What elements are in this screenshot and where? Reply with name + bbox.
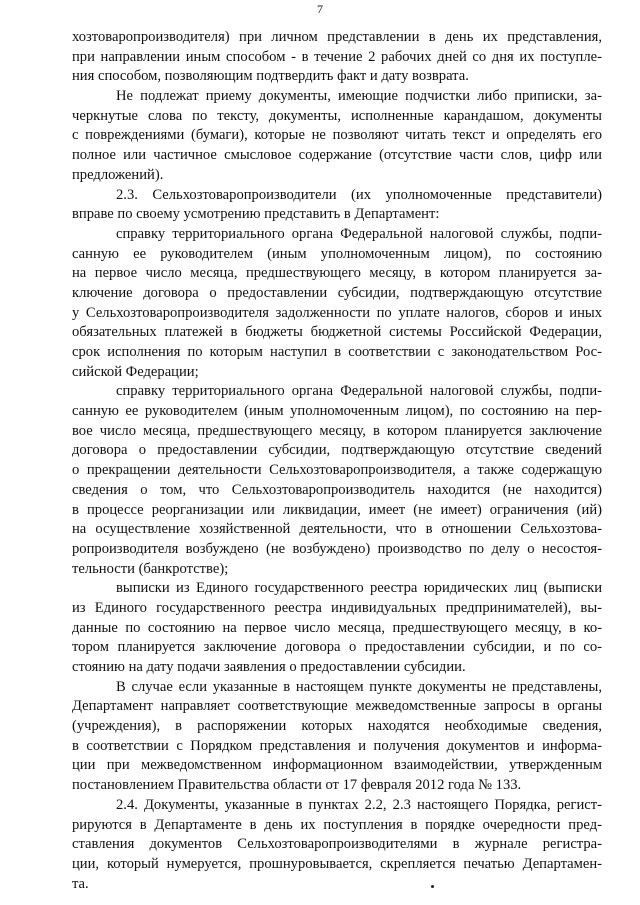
- text-line: ропроизводителя возбуждено (не возбуждено) производство по делу о несостоя-: [72, 540, 602, 557]
- text-line: при направлении иным способом - в течение 2 рабочих дней со дня их поступле-: [72, 48, 602, 65]
- text-line: ставления документов Сельхозтоваропроизводителями в журнале регистра-: [72, 836, 602, 853]
- text-line: в соответствии с Порядком представления и получения документов и информа-: [72, 737, 602, 754]
- scan-speck: [431, 885, 434, 888]
- text-line: рируются в Департаменте в день их поступления в порядке очередности пред-: [72, 816, 602, 833]
- text-line: справку территориального органа Федеральной налоговой службы, подпи-: [116, 383, 602, 400]
- text-line: данные по состоянию на первое число месяца, предшествующего месяцу, в ко-: [72, 619, 602, 636]
- text-line: тельности (банкротстве);: [72, 560, 229, 577]
- text-line: срок исполнения по которым наступил в соответствии с законодательством Рос-: [72, 344, 602, 360]
- text-line: та.: [72, 875, 89, 892]
- text-line: ключение договора о предоставлении субсидии, подтверждающую отсутствие: [72, 284, 602, 301]
- text-line: вправе по своему усмотрению представить в Департамент:: [72, 206, 440, 223]
- text-line: черкнутые слова по тексту, документы, исполненные карандашом, документы: [72, 107, 602, 124]
- text-line: о прекращении деятельности Сельхозтоваропроизводителя, а также содержащую: [72, 462, 602, 479]
- text-line: выписки из Единого государственного реестра юридических лиц (выписки: [116, 580, 602, 597]
- text-line: в процессе реорганизации или ликвидации, имеет (не имеет) ограничения (ий): [72, 501, 602, 518]
- text-line: у Сельхозтоваропроизводителя задолженности по уплате налогов, сборов и иных: [72, 304, 602, 321]
- page-number: 7: [317, 2, 323, 16]
- text-line: Не подлежат приему документы, имеющие подчистки либо приписки, за-: [116, 88, 602, 105]
- text-line: вое число месяца, предшествующего месяцу, в котором планируется заключение: [72, 422, 602, 439]
- text-line: сведения о том, что Сельхозтоваропроизводитель находится (не находится): [72, 481, 602, 498]
- text-line: обязательных платежей в бюджеты бюджетной системы Российской Федерации,: [72, 324, 602, 341]
- text-line: с повреждениями (бумаги), которые не позволяют читать текст и определять его: [72, 127, 602, 144]
- text-line: (учреждения), в распоряжении которых находятся необходимые сведения,: [72, 718, 602, 735]
- text-line: на осуществление хозяйственной деятельности, что в отношении Сельхозтова-: [72, 521, 602, 538]
- text-line: Департамент направляет соответствующие межведомственные запросы в органы: [72, 698, 602, 715]
- text-line: сийской Федерации;: [72, 363, 199, 380]
- text-line: ции, который нумеруется, прошнуровывается, скрепляется печатью Департамен-: [72, 855, 602, 872]
- text-line: стоянию на дату подачи заявления о предоставлении субсидии.: [72, 659, 466, 675]
- text-line: хозтоваропроизводителя) при личном представлении в день их представления,: [72, 29, 602, 45]
- text-line: предложений).: [72, 166, 164, 183]
- text-line: санную ее руководителем (иным уполномоченным лицом), по состоянию на пер-: [72, 403, 602, 420]
- text-line: 2.4. Документы, указанные в пунктах 2.2, 2.3 настоящего Порядка, регист-: [116, 796, 602, 813]
- text-line: 2.3. Сельхозтоваропроизводители (их уполномоченные представители): [116, 186, 602, 203]
- document-body: [72, 28, 602, 894]
- text-line: ции при межведомственном информационном взаимодействии, утвержденным: [72, 757, 602, 774]
- text-line: В случае если указанные в настоящем пункте документы не представлены,: [116, 678, 602, 695]
- text-line: из Единого государственного реестра индивидуальных предпринимателей), вы-: [72, 599, 602, 616]
- text-line: ния способом, позволяющим подтвердить факт и дату возврата.: [72, 68, 469, 85]
- text-line: полное или частичное смысловое содержание (отсутствие части слов, цифр или: [72, 147, 602, 164]
- text-line: на первое число месяца, предшествующего месяцу, в котором планируется за-: [72, 265, 602, 282]
- text-line: тором планируется заключение договора о предоставлении субсидии, и по со-: [72, 639, 602, 656]
- text-line: санную ее руководителем (иным уполномоченным лицом), по состоянию: [72, 245, 602, 262]
- text-line: постановлением Правительства области от 17 февраля 2012 года № 133.: [72, 777, 522, 794]
- text-line: договора о предоставлении субсидии, подтверждающую отсутствие сведений: [72, 442, 602, 459]
- text-line: справку территориального органа Федеральной налоговой службы, подпи-: [116, 225, 602, 242]
